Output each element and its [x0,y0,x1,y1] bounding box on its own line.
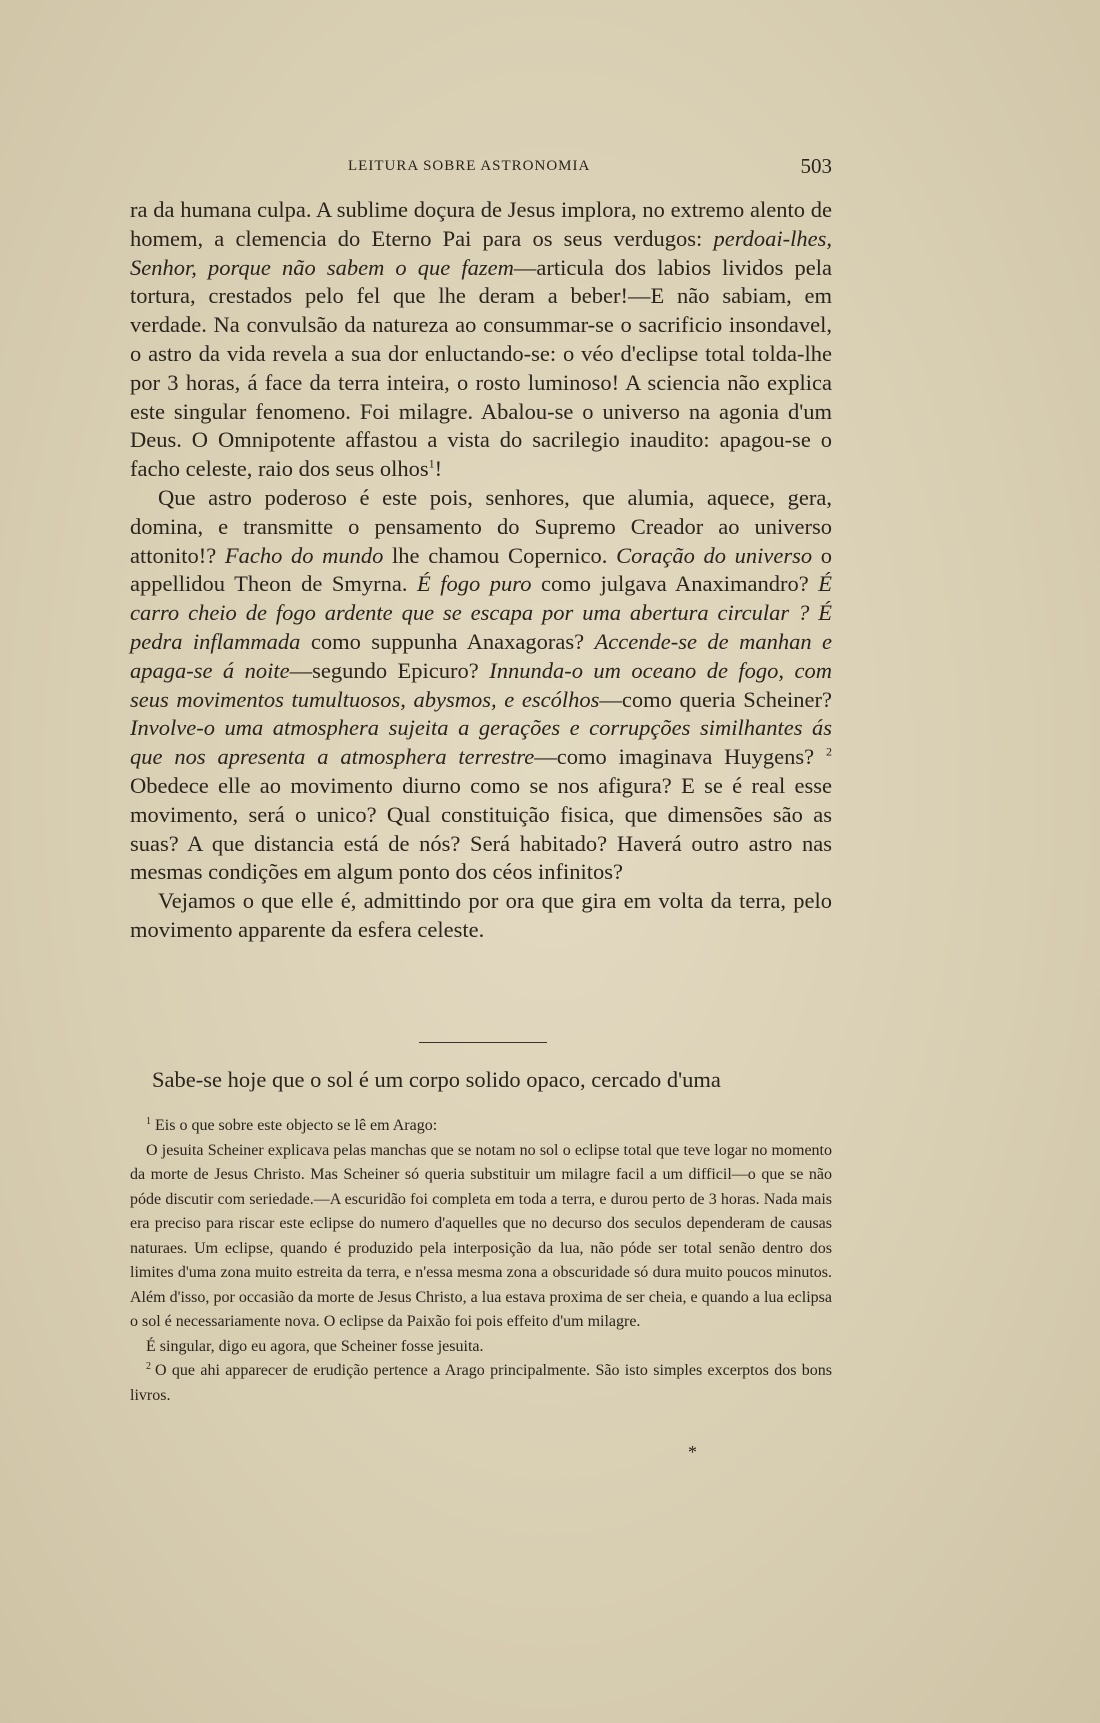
page-header [130,154,832,182]
italic-quote: Coração do universo [616,542,813,568]
italic-quote: Accende-se de manhan e apaga-se á noite [130,628,832,683]
main-text [130,196,832,945]
footnote-2 [130,1359,832,1408]
footnote-1-remark: É singular, digo eu agora, que Scheiner fosse jesuita. [146,1337,484,1355]
text-run: lhe chamou Copernico. [383,542,617,568]
italic-quote: perdoai-lhes, Senhor, porque não sabem o que fazem [130,225,832,280]
text-run: Que astro poderoso é este pois, senhores, que alumia, aquece, gera, domina, e transmitte o pensamento do Supremo Creador ao universo attonito!? [130,484,832,568]
end-ornament: * [688,1442,697,1462]
italic-quote: Involve-o uma atmosphera sujeita a gerações e corrupções similhantes ás que nos apresenta a atmosphera terrestre [130,715,832,770]
footnote-1-body: O jesuita Scheiner explicava pelas manchas que se notam no sol o eclipse total que teve logar no momento da morte de Jesus Christo. Mas Scheiner só queria substituir um milagre facil a um difficil—o que se não póde discutir com seriedade.—A escuridão foi completa em toda a terra, e durou perto de 3 horas. Nada mais era preciso para riscar este eclipse do numero d'aquelles que no decurso dos seculos dependeram de causas naturaes. Um eclipse, quando é produzido pela interposição da lua, não póde ser total senão dentro dos limites d'uma zona muito estreita da terra, e n'essa mesma zona a obscuridade só dura muito poucos minutos. Além d'isso, por occasião da morte de Jesus Christo, a lua estava proxima de ser cheia, e quando a lua eclipsa o sol é necessariamente nova. O eclipse da Paixão foi pois effeito d'um milagre. [130,1141,832,1330]
section-text [130,1066,832,1094]
paragraph-1 [130,196,832,484]
footnote-ref-1: 1 [428,456,435,471]
text-run: como suppunha Anaxagoras? [300,628,595,654]
text-run: o appellidou Theon de Smyrna. [130,542,832,597]
paragraph-2 [130,484,832,887]
section-divider [419,1042,547,1043]
section-first-line: Sabe-se hoje que o sol é um corpo solido opaco, cercado d'uma [152,1067,721,1092]
text-run: ! [434,456,443,482]
text-run: —como imaginava Huygens? [534,744,826,770]
text-run: —como queria Scheiner? [599,686,832,712]
italic-quote: É fogo puro [417,571,532,597]
footnote-mark-2: 2 [146,1360,151,1372]
text-run: —segundo Epicuro? [289,657,490,683]
footnote-ref-2: 2 [826,744,832,759]
paragraph-3: Vejamos o que elle é, admittindo por ora que gira em volta da terra, pelo movimento apparente da esfera celeste. [130,888,832,942]
text-run: —articula dos labios lividos pela tortura, crestados pelo fel que lhe deram a beber!—E não sabiam, em verdade. Na convulsão da natureza ao consummar-se o sacrificio insondavel, o astro da vida revela a sua dor enluctando-se: o véo d'eclipse total tolda-lhe por 3 horas, á face da terra inteira, o rosto luminoso! A sciencia não explica este singular fenomeno. Foi milagre. Abalou-se o universo na agonia d'um Deus. O Omnipotente affastou a vista do sacrilegio inaudito: apagou-se o facho celeste, raio dos seus olhos [130,254,832,482]
footnote-text: Eis o que sobre este objecto se lê em Arago: [155,1117,438,1134]
italic-quote: É carro cheio de fogo ardente que se escapa por uma abertura circular ? É pedra inflammada [130,571,832,654]
footnote-text: O que ahi apparecer de erudição pertence a Arago principalmente. São isto simples excerptos dos bons livros. [130,1362,832,1404]
text-run: ra da humana culpa. A sublime doçura de Jesus implora, no extremo alento de homem, a clemencia do Eterno Pai para os seus verdugos: [130,197,832,251]
page-number: 503 [800,154,832,178]
italic-quote: Innunda-o um oceano de fogo, com seus movimentos tumultuosos, abysmos, e escólhos [130,657,832,712]
footnotes [130,1114,832,1408]
text-run: como julgava Anaximandro? [531,571,819,597]
running-title: LEITURA SOBRE ASTRONOMIA [348,158,591,174]
italic-quote: Facho do mundo [224,542,384,568]
text-run: Obedece elle ao movimento diurno como se nos afigura? E se é real esse movimento, será o unico? Qual constituição fisica, que dimensões são as suas? A que distancia está de nós? Será habitado? Haverá outro astro nas mesmas condições em algum ponto dos céos infinitos? [130,772,832,885]
footnote-mark-1: 1 [146,1115,151,1127]
footnote-1-intro [130,1114,832,1139]
